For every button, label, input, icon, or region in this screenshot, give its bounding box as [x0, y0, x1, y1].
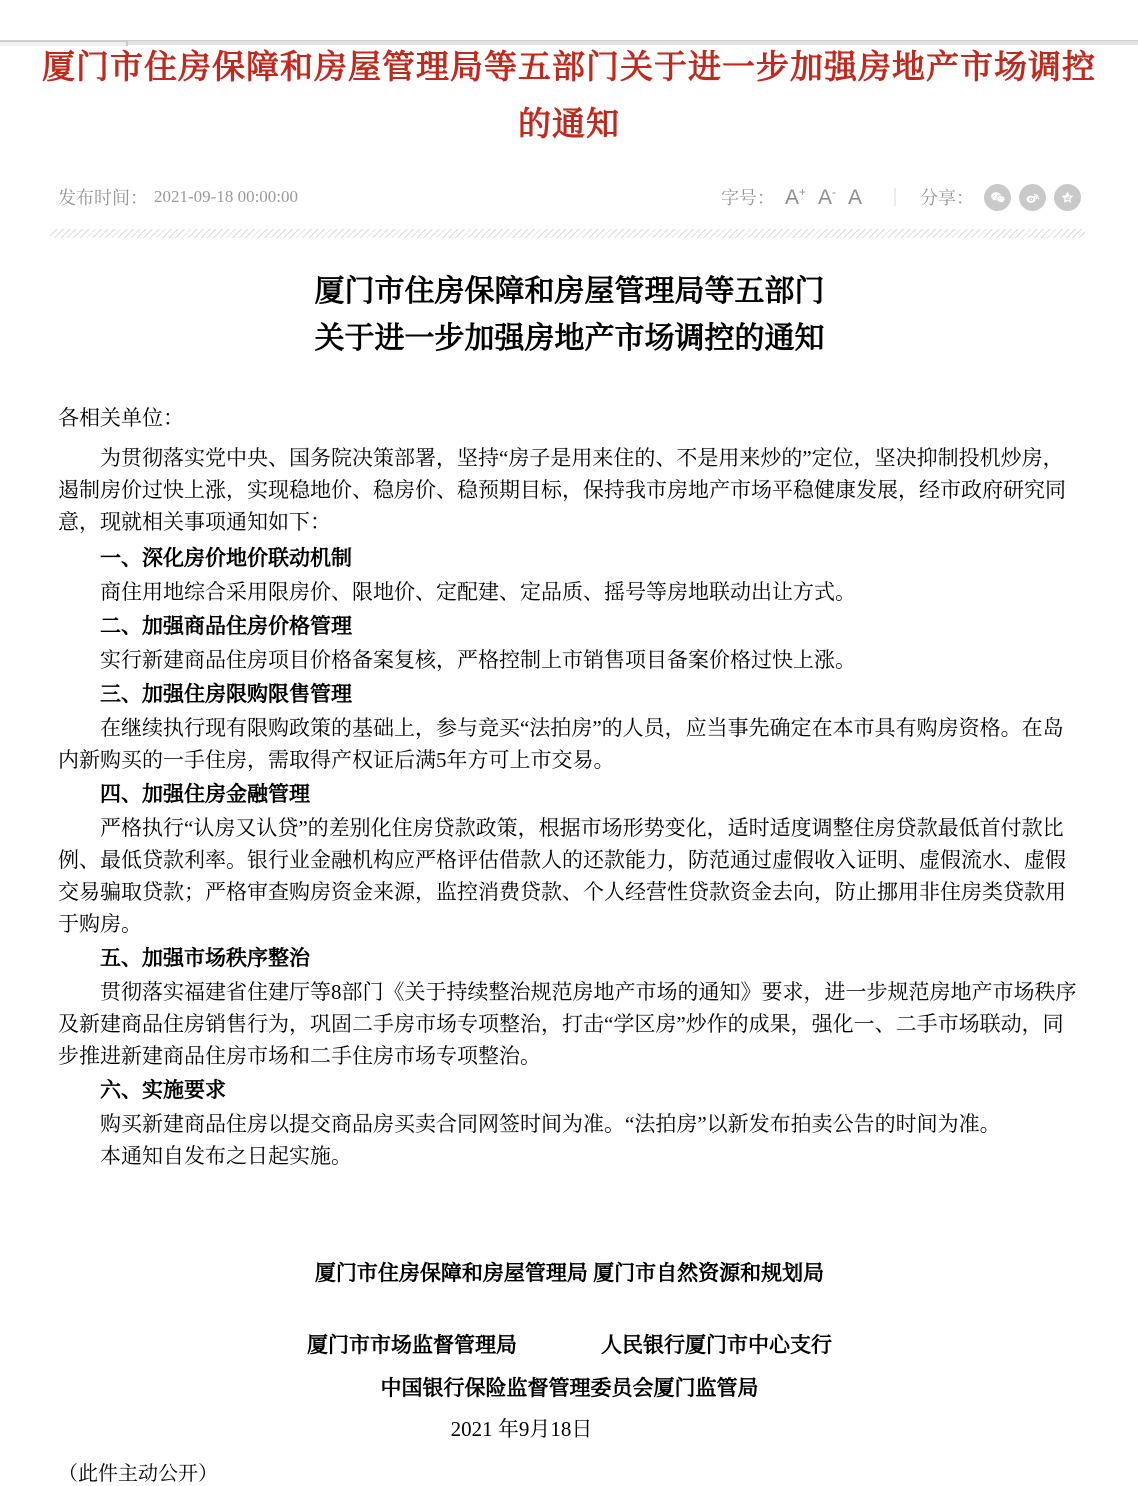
wechat-share-icon[interactable] [984, 184, 1011, 211]
top-edge-strip [0, 40, 1138, 45]
publish-time-label: 发布时间： [58, 188, 148, 208]
qzone-share-icon[interactable] [1054, 184, 1081, 211]
signature-line-2: 厦门市市场监督管理局 人民银行厦门市中心支行 [307, 1333, 832, 1357]
top-edge-tab [0, 41, 128, 46]
section-6-paragraph-2: 本通知自发布之日起实施。 [100, 1144, 352, 1168]
meta-separator: ｜ [886, 188, 904, 208]
section-1-paragraph: 商住用地综合采用限房价、限地价、定配建、定品质、摇号等房地联动出让方式。 [100, 580, 856, 604]
signature-line-3: 中国银行保险监督管理委员会厦门监管局 [380, 1376, 759, 1400]
publish-time [58, 184, 298, 210]
meta-bar [58, 182, 1081, 212]
section-4-heading: 四、加强住房金融管理 [100, 782, 310, 806]
section-5-heading: 五、加强市场秩序整治 [100, 946, 310, 970]
document-title-line1: 厦门市住房保障和房屋管理局等五部门 [314, 275, 825, 308]
section-6-heading: 六、实施要求 [100, 1078, 226, 1102]
section-2-paragraph: 实行新建商品住房项目价格备案复核，严格控制上市销售项目备案价格过快上涨。 [100, 648, 856, 672]
section-3-paragraph: 在继续执行现有限购政策的基础上，参与竞买“法拍房”的人员，应当事先确定在本市具有购房资格。在岛内新购买的一手住房，需取得产权证后满5年方可上市交易。 [58, 716, 1064, 772]
page-title: 厦门市住房保障和房屋管理局等五部门关于进一步加强房地产市场调控的通知 [42, 50, 1096, 143]
section-3-heading: 三、加强住房限购限售管理 [100, 682, 352, 706]
section-4-paragraph: 严格执行“认房又认贷”的差别化住房贷款政策，根据市场形势变化，适时适度调整住房贷款最低首付款比例、最低贷款利率。银行业金融机构应严格评估借款人的还款能力，防范通过虚假收入证明、虚假流水、虚假交易骗取贷款；严格审查购房资金来源，监控消费贷款、个人经营性贷款资金去向，防止挪用非住房类贷款用于购房。 [58, 816, 1066, 936]
section-2-heading: 二、加强商品住房价格管理 [100, 614, 352, 638]
font-decrease-button[interactable]: A- [817, 185, 836, 209]
weibo-share-icon[interactable] [1019, 184, 1046, 211]
font-reset-button[interactable]: A [847, 186, 862, 209]
hatched-divider [50, 229, 1085, 238]
intro-paragraph: 为贯彻落实党中央、国务院决策部署，坚持“房子是用来住的、不是用来炒的”定位，坚决抑制投机炒房，遏制房价过快上涨，实现稳地价、稳房价、稳预期目标，保持我市房地产市场平稳健康发展，经市政府研究同意，现就相关事项通知如下： [58, 446, 1066, 534]
fontsize-label: 字号： [720, 188, 775, 208]
salutation: 各相关单位： [58, 406, 184, 430]
section-6-paragraph-1: 购买新建商品住房以提交商品房买卖合同网签时间为准。“法拍房”以新发布拍卖公告的时间为准。 [100, 1112, 1001, 1136]
signature-line-1: 厦门市住房保障和房屋管理局 厦门市自然资源和规划局 [314, 1261, 825, 1285]
section-5-paragraph: 贯彻落实福建省住建厅等8部门《关于持续整治规范房地产市场的通知》要求，进一步规范房地产市场秩序及新建商品住房销售行为，巩固二手房市场专项整治，打击“学区房”炒作的成果，强化一、二手市场联动，同步推进新建商品住房市场和二手住房市场专项整治。 [58, 980, 1077, 1068]
publish-time-value: 2021-09-18 00:00:00 [154, 187, 299, 206]
disclosure-note: （此件主动公开） [58, 1463, 218, 1485]
section-1-heading: 一、深化房价地价联动机制 [100, 546, 352, 570]
document-date: 2021 年9月18日 [450, 1417, 593, 1441]
document-title-line2: 关于进一步加强房地产市场调控的通知 [314, 322, 825, 355]
document-body [0, 268, 1138, 1443]
share-label: 分享： [920, 188, 974, 208]
font-increase-button[interactable]: A+ [784, 185, 806, 209]
